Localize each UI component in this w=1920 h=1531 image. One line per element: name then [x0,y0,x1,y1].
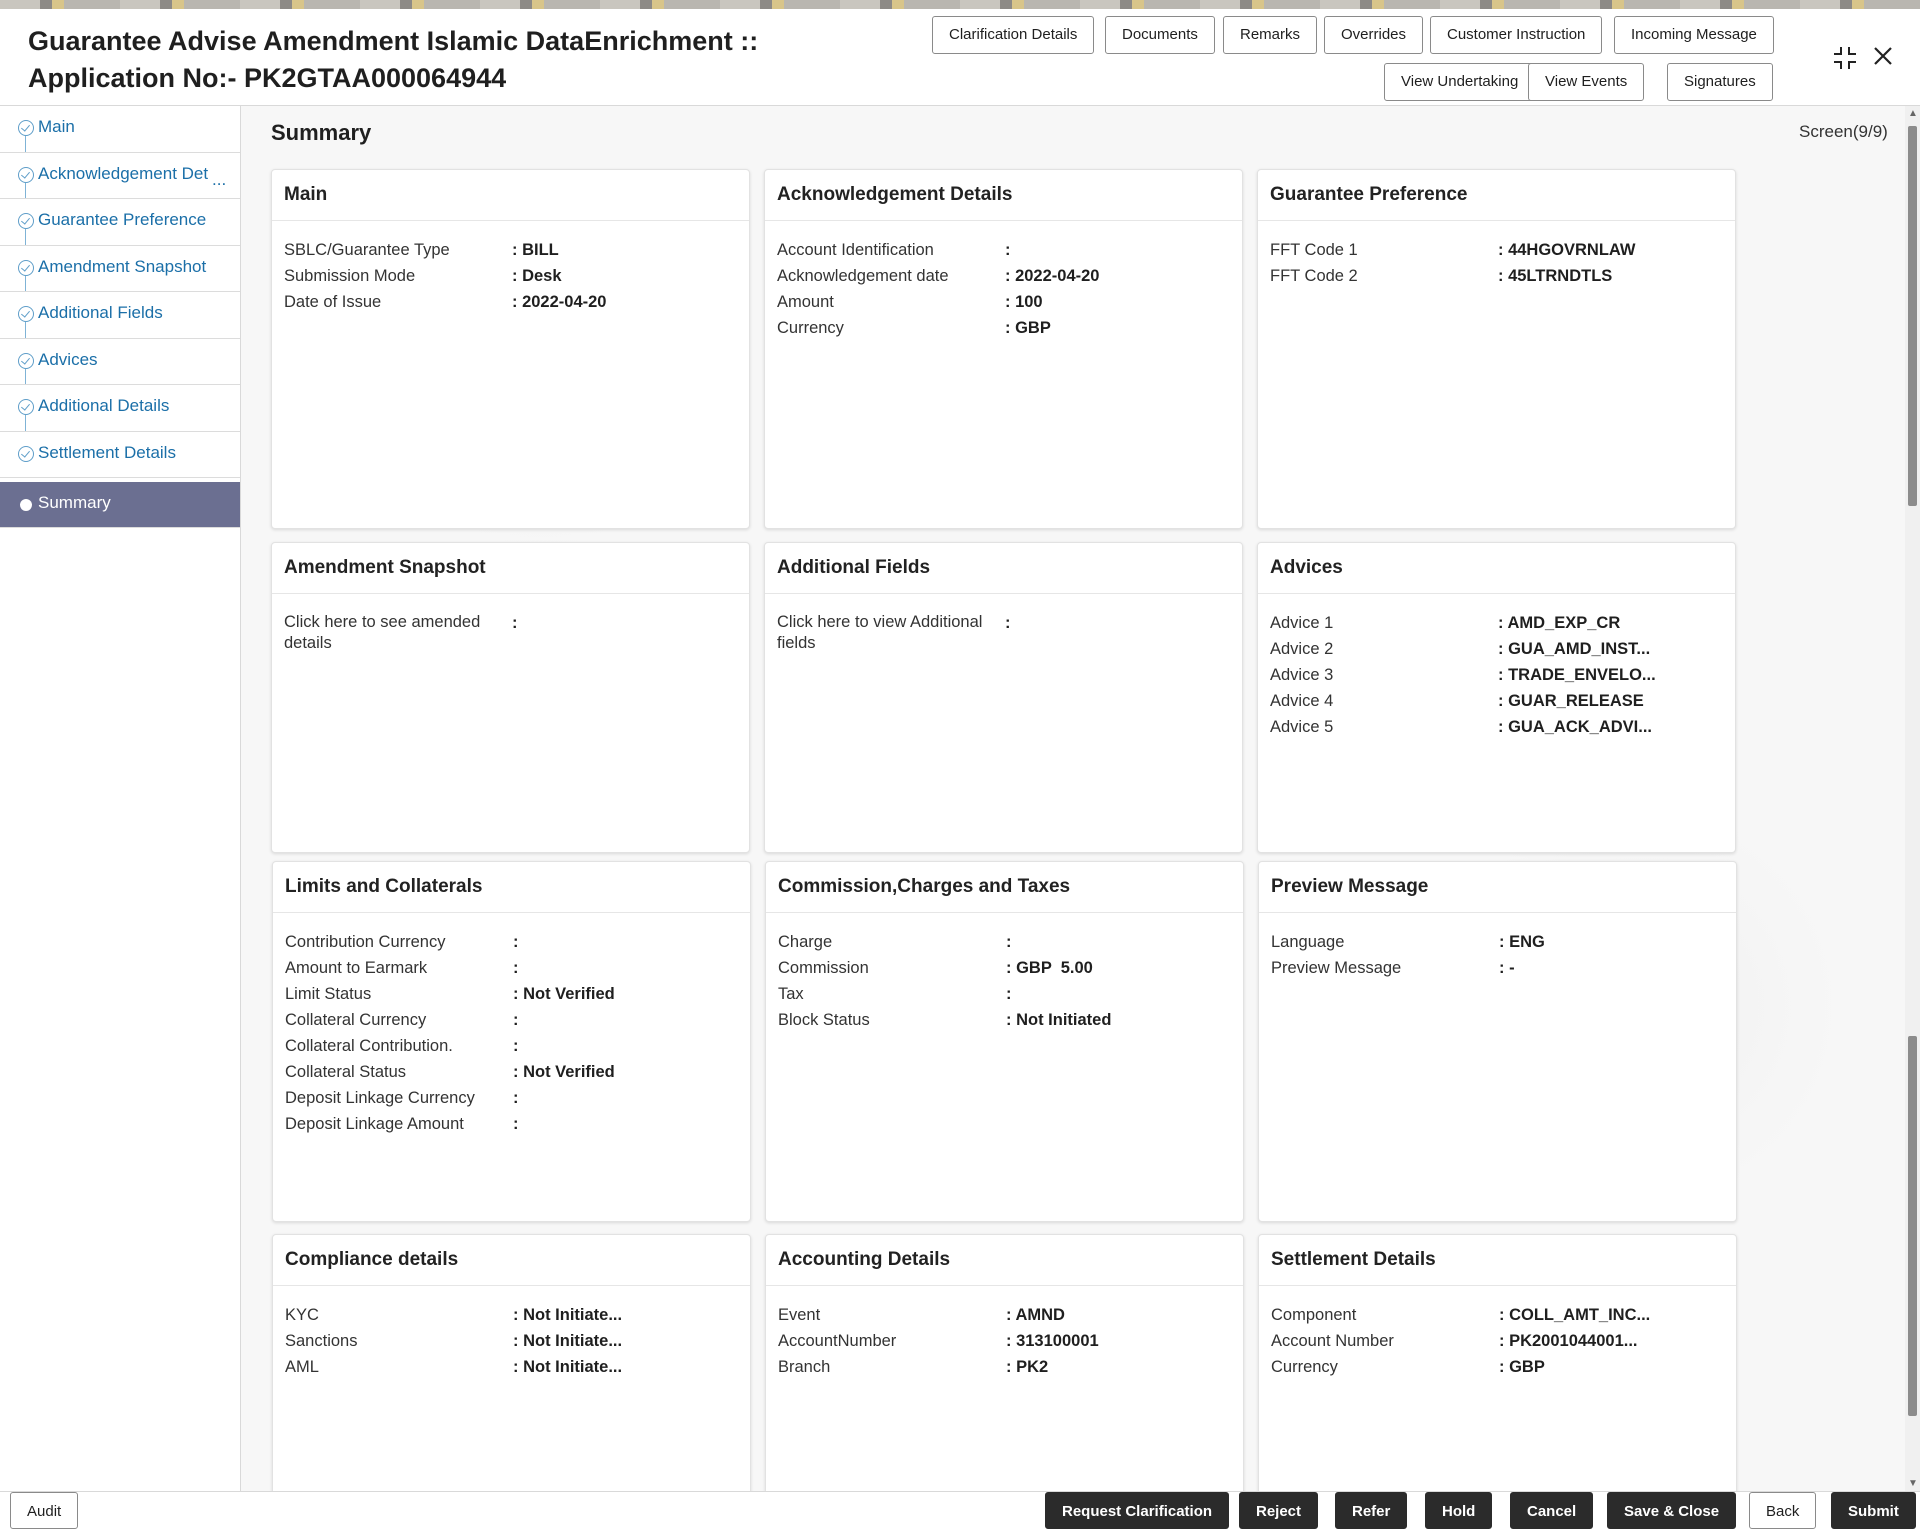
sidebar-item-label: Additional Details [38,396,170,415]
current-step-dot-icon [20,499,32,511]
amended-details-link[interactable]: Click here to see amended details [284,613,481,652]
field-label: Branch [778,1358,831,1376]
field-label: Currency [777,319,844,337]
view-undertaking-button[interactable]: View Undertaking [1384,63,1535,101]
sidebar-item-label: Additional Fields [38,303,163,322]
field-label: Collateral Status [285,1063,407,1081]
field-value: : GUAR_RELEASE [1498,692,1644,710]
field-value: : Not Initiate... [513,1306,623,1324]
field-value: : Not Initiate... [513,1358,623,1376]
reject-button[interactable]: Reject [1239,1492,1318,1529]
check-circle-icon [18,353,34,369]
field-value: : [1006,985,1012,1003]
page-title [28,23,758,97]
page-header [0,9,1920,106]
field-label: Advice 2 [1270,640,1334,658]
card-accounting-details [765,1234,1244,1504]
card-main [271,169,750,529]
sidebar-item-amendment-snapshot[interactable] [0,246,240,293]
field-label: Tax [778,985,804,1003]
sidebar-item-main[interactable] [0,106,240,153]
step-connector [25,276,26,293]
sidebar [0,106,241,1491]
card-title: Main [272,170,749,221]
footer-toolbar [0,1491,1920,1531]
field-value: : Not Verified [513,985,615,1003]
card-advices [1257,542,1736,853]
sidebar-item-label: Advices [38,349,98,369]
check-circle-icon [18,446,34,462]
collapse-icon[interactable] [1832,45,1858,78]
field-value: : [513,933,519,951]
field-value: : 313100001 [1006,1332,1099,1350]
field-label: Account Number [1271,1332,1394,1350]
sidebar-item-guarantee-preference[interactable] [0,199,240,246]
application-number: Application No:- PK2GTAA000064944 [28,63,507,93]
card-title: Settlement Details [1259,1235,1736,1286]
field-value: : 100 [1005,293,1043,311]
field-value: : TRADE_ENVELO... [1498,666,1656,684]
step-connector [25,369,26,386]
top-decoration-stripe [0,0,1920,9]
field-label: Deposit Linkage Currency [285,1089,475,1107]
field-value: : [513,1089,519,1107]
field-label: Contribution Currency [285,933,446,951]
cancel-button[interactable]: Cancel [1510,1492,1593,1529]
screen-indicator: Screen(9/9) [1799,122,1888,141]
field-label: Collateral Contribution. [285,1037,453,1055]
documents-button[interactable]: Documents [1105,16,1215,54]
field-label: Commission [778,959,869,977]
field-value: : 2022-04-20 [1005,267,1100,285]
sidebar-item-settlement-details[interactable] [0,432,240,479]
field-label: Amount to Earmark [285,959,428,977]
field-value: : AMND [1006,1306,1065,1324]
field-value: : Desk [512,267,562,285]
field-label: Sanctions [285,1332,358,1350]
field-value: : GBP 5.00 [1006,959,1093,977]
field-value: : [513,959,519,977]
page-title-line1: Guarantee Advise Amendment Islamic DataEnrichment :: [28,26,759,56]
field-value: : PK2 [1006,1358,1049,1376]
field-value: : [513,1011,519,1029]
field-value: : 44HGOVRNLAW [1498,241,1636,259]
field-value: : BILL [512,241,559,259]
field-label: FFT Code 2 [1270,267,1358,285]
field-label: Component [1271,1306,1357,1324]
sidebar-item-label: Summary [38,493,111,512]
field-value: : [1005,614,1011,632]
card-title: Compliance details [273,1235,750,1286]
audit-button[interactable]: Audit [10,1492,78,1529]
field-label: AML [285,1358,319,1376]
field-label: Limit Status [285,985,372,1003]
request-clarification-button[interactable]: Request Clarification [1045,1492,1229,1529]
card-title: Limits and Collaterals [273,862,750,913]
field-value: : [513,1115,519,1133]
step-connector [25,183,26,200]
field-label: Currency [1271,1358,1338,1376]
step-connector [25,322,26,339]
card-limits-and-collaterals [272,861,751,1222]
scrollbar-thumb[interactable] [1908,1036,1917,1416]
check-circle-icon [18,399,34,415]
vertical-scrollbar[interactable] [1905,106,1920,1491]
check-circle-icon [18,260,34,276]
card-commission-charges-taxes [765,861,1244,1222]
sidebar-item-label: Guarantee Preference [38,210,207,229]
close-icon[interactable] [1872,45,1894,74]
field-value: : [1006,933,1012,951]
sidebar-item-additional-fields[interactable] [0,292,240,339]
field-label: Language [1271,933,1345,951]
field-value: : [513,1037,519,1055]
truncation-ellipsis: ... [212,169,227,189]
field-label: FFT Code 1 [1270,241,1358,259]
field-value: : Not Initiate... [513,1332,623,1350]
overrides-button[interactable]: Overrides [1324,16,1423,54]
field-label: Preview Message [1271,959,1402,977]
scrollbar-thumb[interactable] [1908,126,1917,506]
remarks-button[interactable]: Remarks [1223,16,1317,54]
scroll-up-icon[interactable]: ▲ [1908,108,1918,119]
field-value: : AMD_EXP_CR [1498,614,1621,632]
field-label: KYC [285,1306,319,1324]
field-value: : PK2001044001... [1499,1332,1638,1350]
customer-instruction-button[interactable]: Customer Instruction [1430,16,1602,54]
check-circle-icon [18,213,34,229]
step-connector [25,229,26,246]
card-title: Acknowledgement Details [765,170,1242,221]
field-value: : ENG [1499,933,1545,951]
card-title: Guarantee Preference [1258,170,1735,221]
card-additional-fields[interactable] [764,542,1243,853]
field-label: Advice 4 [1270,692,1334,710]
field-value: : 45LTRNDTLS [1498,267,1613,285]
check-circle-icon [18,120,34,136]
field-label: Event [778,1306,821,1324]
card-compliance-details [272,1234,751,1504]
field-label: Charge [778,933,833,951]
section-title: Summary [271,120,372,145]
save-and-close-button[interactable]: Save & Close [1607,1492,1736,1529]
submit-button[interactable]: Submit [1831,1492,1916,1529]
sidebar-item-label: Acknowledgement Det [38,163,209,183]
field-label: Advice 5 [1270,718,1334,736]
field-value: : - [1499,959,1515,977]
card-title: Additional Fields [765,543,1242,594]
step-connector [25,136,26,153]
signatures-button[interactable]: Signatures [1667,63,1773,101]
field-label: Block Status [778,1011,870,1029]
card-settlement-details [1258,1234,1737,1504]
main-content [241,106,1920,1491]
step-connector [25,415,26,432]
card-guarantee-preference [1257,169,1736,529]
card-title: Commission,Charges and Taxes [766,862,1243,913]
back-button[interactable]: Back [1749,1492,1816,1529]
field-label: AccountNumber [778,1332,897,1350]
card-title: Advices [1258,543,1735,594]
field-value: : Not Verified [513,1063,615,1081]
field-label: Submission Mode [284,267,416,285]
field-label: Advice 1 [1270,614,1334,632]
sidebar-item-additional-details[interactable] [0,385,240,432]
scroll-down-icon[interactable]: ▼ [1908,1478,1918,1489]
card-preview-message [1258,861,1737,1222]
clarification-details-button[interactable]: Clarification Details [932,16,1094,54]
field-value: : GUA_AMD_INST... [1498,640,1651,658]
view-events-button[interactable]: View Events [1528,63,1644,101]
field-label: Date of Issue [284,293,382,311]
sidebar-item-label: Settlement Details [38,442,176,462]
field-value: : [1005,241,1011,259]
card-title: Amendment Snapshot [272,543,749,594]
sidebar-item-label: Amendment Snapshot [38,256,207,276]
field-label: Acknowledgement date [777,267,949,285]
hold-button[interactable]: Hold [1425,1492,1492,1529]
field-label: Amount [777,293,834,311]
card-amendment-snapshot[interactable] [271,542,750,853]
field-value: : GBP [1499,1358,1545,1376]
field-value: : Not Initiated [1006,1011,1112,1029]
check-circle-icon [18,167,34,183]
card-title: Accounting Details [766,1235,1243,1286]
field-value: : GUA_ACK_ADVI... [1498,718,1653,736]
field-label: Account Identification [777,241,934,259]
field-label: Deposit Linkage Amount [285,1115,464,1133]
sidebar-item-summary[interactable] [0,482,240,528]
check-circle-icon [18,306,34,322]
card-title: Preview Message [1259,862,1736,913]
refer-button[interactable]: Refer [1335,1492,1407,1529]
sidebar-item-advices[interactable] [0,339,240,386]
sidebar-item-acknowledgement-details[interactable] [0,153,240,200]
field-value: : COLL_AMT_INC... [1499,1306,1651,1324]
field-label: Advice 3 [1270,666,1334,684]
field-label: SBLC/Guarantee Type [284,241,450,259]
field-value: : 2022-04-20 [512,293,607,311]
sidebar-item-label: Main [38,117,75,136]
field-label: Collateral Currency [285,1011,427,1029]
field-value: : GBP [1005,319,1051,337]
additional-fields-link[interactable]: Click here to view Additional fields [777,613,983,652]
field-value: : [512,614,518,632]
card-acknowledgement-details [764,169,1243,529]
incoming-message-button[interactable]: Incoming Message [1614,16,1774,54]
